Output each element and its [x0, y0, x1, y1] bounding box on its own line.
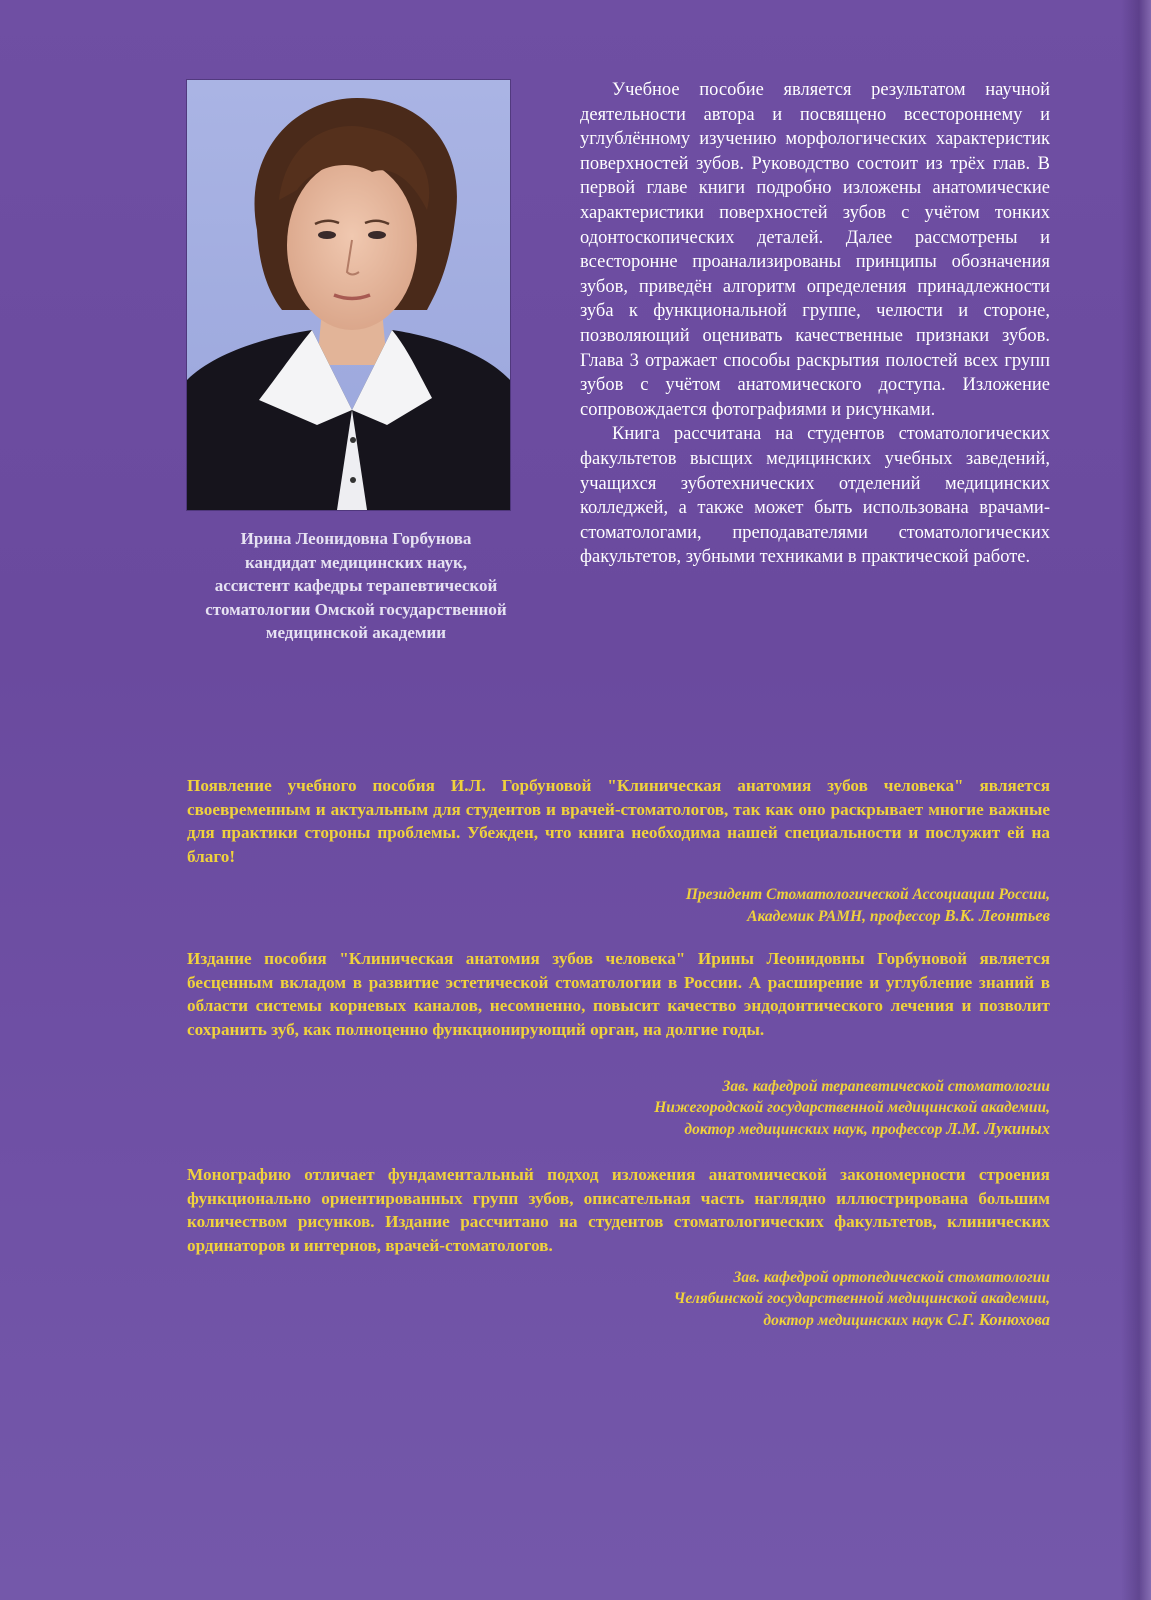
- author-position-cont: стоматологии Омской государственной: [205, 599, 507, 619]
- attribution-line: Зав. кафедрой ортопедической стоматологии: [733, 1269, 1050, 1286]
- reviewer-name: С.Г. Конюхова: [946, 1310, 1050, 1329]
- author-institution: медицинской академии: [265, 623, 447, 642]
- reviewer-name: В.К. Леонтьев: [944, 906, 1050, 925]
- attribution-title: Академик РАМН, профессор: [747, 908, 941, 925]
- review-2: [187, 947, 1050, 1041]
- attribution-title: доктор медицинских наук: [763, 1312, 943, 1329]
- attribution-line: Президент Стоматологической Ассоциации России,: [685, 886, 1050, 903]
- reviewer-name: Л.М. Лукиных: [946, 1119, 1050, 1138]
- author-photo: [187, 80, 510, 510]
- review-1-attribution: [350, 884, 1050, 927]
- attribution-line-last: [350, 905, 1050, 927]
- review-1: [187, 774, 1050, 868]
- book-spine-edge: [1121, 0, 1151, 1600]
- review-text: Монографию отличает фундаментальный подход изложения анатомической закономерности строения функционально ориентированных групп зубов, описательная часть наглядно иллюстрирована большим количеством рисунков. Издание рассчитано на студентов стоматологических факультетов, клинических ординаторов и интернов, врачей-стоматологов.: [187, 1165, 1050, 1255]
- review-text: Появление учебного пособия И.Л. Горбуновой "Клиническая анатомия зубов человека" является своевременным и актуальным для студентов и врачей-стоматологов, так как оно раскрывает многие важные для практики стороны проблемы. Убежден, что книга необходима нашей специальности и послужит ей на благо!: [187, 776, 1050, 866]
- review-2-attribution: [350, 1076, 1050, 1140]
- attribution-line: Зав. кафедрой терапевтической стоматологии: [722, 1078, 1050, 1095]
- attribution-line-last: [350, 1309, 1050, 1331]
- author-position: ассистент кафедры терапевтической: [214, 576, 498, 595]
- attribution-line: Нижегородской государственной медицинской академии,: [654, 1099, 1050, 1116]
- author-caption: [176, 527, 536, 645]
- description-paragraph: Учебное пособие является результатом научной деятельности автора и посвящено всестороннему и углублённому изучению морфологических характеристик поверхностей зубов. Руководство состоит из трёх глав. В первой главе книги подробно изложены анатомические характеристики поверхностей зубов с учётом тонких одонтоскопических деталей. Далее рассмотрены и всесторонне проанализированы принципы обозначения зубов, приведён алгоритм определения принадлежности зуба к функциональной группе, челюсти и стороне, позволяющий оценивать качественные признаки зубов. Глава 3 отражает способы раскрытия полостей всех групп зубов с учётом анатомического доступа. Изложение сопровождается фотографиями и рисунками.: [580, 80, 1050, 420]
- description-paragraph: Книга рассчитана на студентов стоматологических факультетов высщих медицинских учебных заведений, учащихся зуботехнических отделений медицинских колледжей, а также может быть использована врачами-стоматологами, преподавателями стоматологических факультетов, зубными техниками в практической работе.: [580, 424, 1050, 568]
- review-text: Издание пособия "Клиническая анатомия зубов человека" Ирины Леонидовны Горбуновой является бесценным вкладом в развитие эстетической стоматологии в России. А расширение и углубление знаний в области системы корневых каналов, несомненно, повысит качество эндодонтического лечения и позволит сохранить зуб, как полноценно функционирующий орган, на долгие годы.: [187, 949, 1050, 1039]
- review-3-attribution: [350, 1267, 1050, 1331]
- review-3: [187, 1163, 1050, 1257]
- author-name: Ирина Леонидовна Горбунова: [240, 529, 472, 548]
- author-degree: кандидат медицинских наук,: [244, 552, 468, 572]
- author-portrait: [187, 80, 510, 510]
- attribution-title: доктор медицинских наук, профессор: [684, 1121, 943, 1138]
- attribution-line: Челябинской государственной медицинской академии,: [673, 1290, 1050, 1307]
- book-description: [580, 78, 1050, 570]
- attribution-line-last: [350, 1118, 1050, 1140]
